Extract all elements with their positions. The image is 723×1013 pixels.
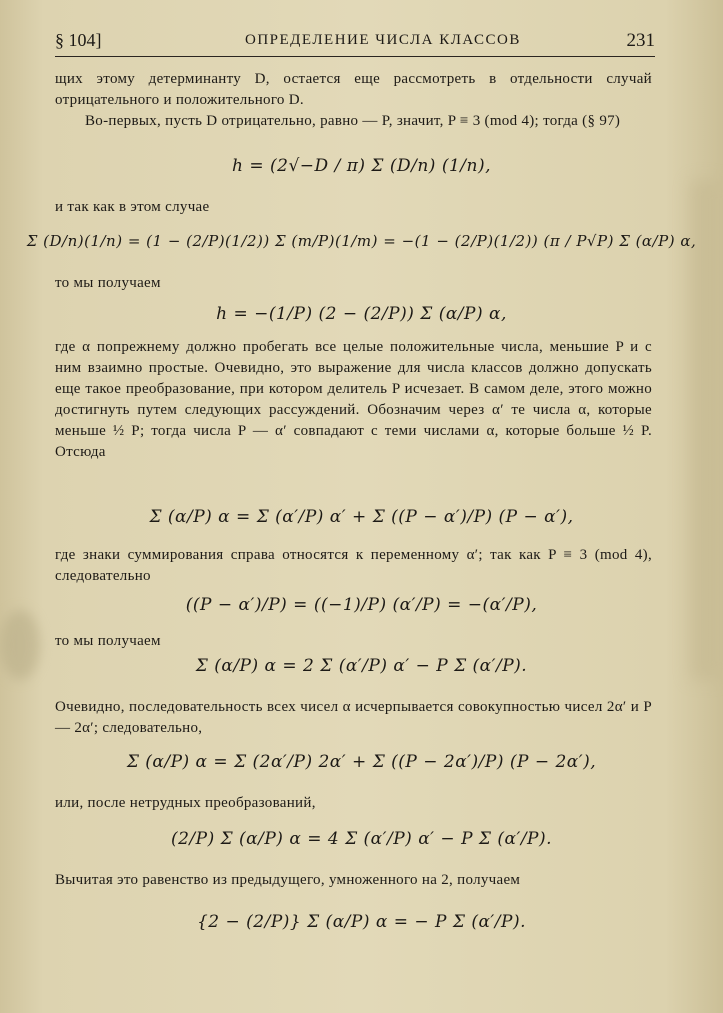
section-number: § 104] [55,30,102,50]
paragraph-4: то мы получаем [55,275,161,291]
paragraph-3: и так как в этом случае [55,199,210,215]
paragraph-7: то мы получаем [55,633,161,649]
paragraph-6: где знаки суммирования справа относятся к переменному α′; так как P ≡ 3 (mod 4), следовательно [55,547,652,584]
formula-7: Σ (α/P) α = Σ (2α′/P) 2α′ + Σ ((P − 2α′)/P) (P − 2α′), [126,752,597,772]
formula-4: Σ (α/P) α = Σ (α′/P) α′ + Σ ((P − α′)/P) (P − α′), [149,507,574,527]
formula-8: (2/P) Σ (α/P) α = 4 Σ (α′/P) α′ − P Σ (α′/P). [170,829,553,849]
paragraph-2: Во-первых, пусть D отрицательно, равно — P, значит, P ≡ 3 (mod 4); тогда (§ 97) [85,113,621,129]
formula-2: Σ (D/n)(1/n) = (1 − (2/P)(1/2)) Σ (m/P)(1/m) = −(1 − (2/P)(1/2)) (π / P√P) Σ (α/P) α, [26,232,697,250]
formula-3: h = −(1/P) (2 − (2/P)) Σ (α/P) α, [216,304,507,324]
paragraph-1: щих этому детерминанту D, остается еще рассмотреть в отдельности случай отрицательного и положительного D. [55,71,652,108]
page-number: 231 [626,30,655,51]
paragraph-9: или, после нетрудных преобразований, [55,795,316,811]
formula-6: Σ (α/P) α = 2 Σ (α′/P) α′ − P Σ (α′/P). [195,656,528,676]
formula-1: h = (2√−D / π) Σ (D/n) (1/n), [232,156,491,176]
running-title: ОПРЕДЕЛЕНИЕ ЧИСЛА КЛАССОВ [245,32,521,48]
paragraph-10: Вычитая это равенство из предыдущего, умноженного на 2, получаем [55,872,521,888]
header-rule [55,56,655,57]
formula-5: ((P − α′)/P) = ((−1)/P) (α′/P) = −(α′/P), [185,595,538,615]
formula-9: {2 − (2/P)} Σ (α/P) α = − P Σ (α′/P). [196,912,526,932]
running-header [55,30,655,54]
paragraph-8: Очевидно, последовательность всех чисел α исчерпывается совокупностью чисел 2α′ и P — 2α′; следовательно, [55,699,652,736]
paragraph-5: где α попрежнему должно пробегать все целые положительные числа, меньшие P и с ним взаимно простые. Очевидно, это выражение для числа классов должно допускать еще такое преобразование, при котором делитель P исчезает. В самом деле, этого можно достигнуть путем следующих рассуждений. Обозначим через α′ те числа α, которые меньше ½ P; тогда числа P — α′ совпадают с теми числами α, которые больше ½ P. Отсюда [55,339,652,460]
